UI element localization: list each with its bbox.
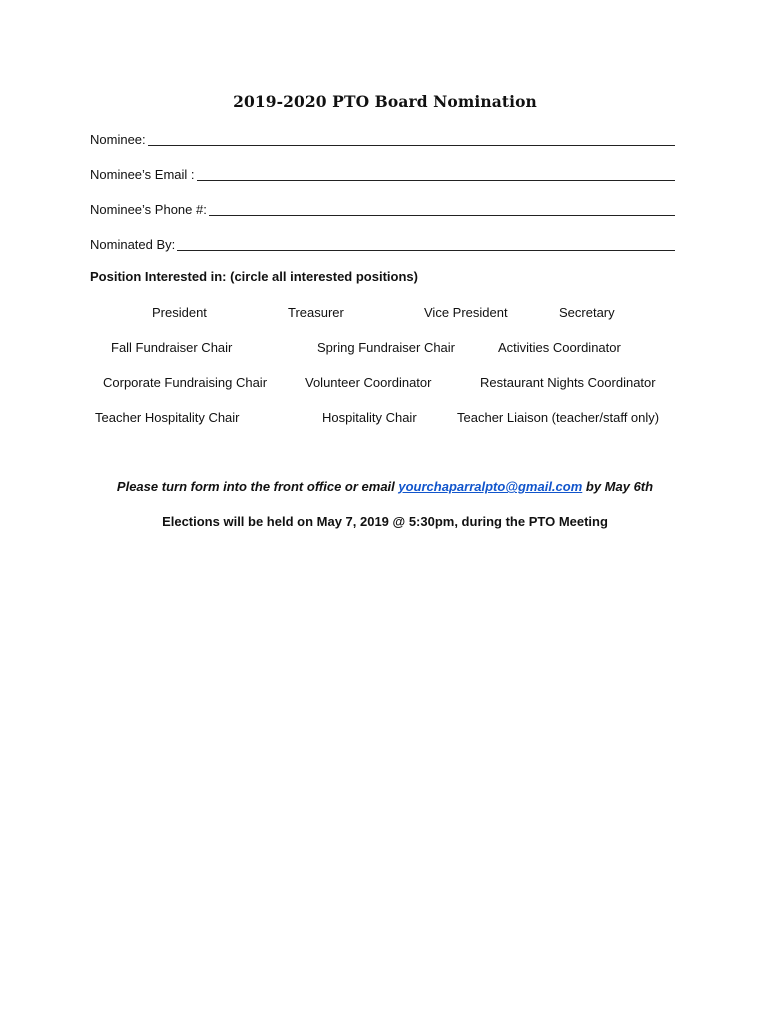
position-president[interactable]: President: [152, 305, 207, 320]
email-line[interactable]: [197, 167, 675, 181]
position-treasurer[interactable]: Treasurer: [288, 305, 344, 320]
nominee-line[interactable]: [148, 132, 675, 146]
email-field[interactable]: [90, 165, 675, 183]
submission-instructions: [0, 479, 770, 494]
pto-email-link[interactable]: yourchaparralpto@gmail.com: [398, 479, 583, 494]
position-volunteer-coordinator[interactable]: Volunteer Coordinator: [305, 375, 432, 390]
position-teacher-liaison[interactable]: Teacher Liaison (teacher/staff only): [457, 410, 660, 425]
position-vice-president[interactable]: Vice President: [424, 305, 508, 320]
nominated-by-label: Nominated By:: [90, 237, 176, 252]
instructions-prefix: Please turn form into the front office or email: [116, 479, 399, 494]
phone-field[interactable]: [90, 200, 675, 218]
nominated-by-field[interactable]: [90, 235, 675, 253]
position-teacher-hospitality-chair[interactable]: Teacher Hospitality Chair: [95, 410, 240, 425]
position-fall-fundraiser-chair[interactable]: Fall Fundraiser Chair: [111, 340, 233, 355]
nominee-field[interactable]: [90, 130, 675, 148]
phone-label: Nominee’s Phone #:: [90, 202, 207, 217]
position-corporate-fundraising-chair[interactable]: Corporate Fundraising Chair: [103, 375, 268, 390]
instructions-suffix: by May 6th: [582, 479, 654, 494]
elections-note: Elections will be held on May 7, 2019 @ 5:30pm, during the PTO Meeting: [162, 514, 608, 529]
position-hospitality-chair[interactable]: Hospitality Chair: [322, 410, 417, 425]
position-secretary[interactable]: Secretary: [559, 305, 615, 320]
nominee-label: Nominee:: [90, 132, 146, 147]
nominated-by-line[interactable]: [177, 237, 675, 251]
form-title: 2019-2020 PTO Board Nomination: [233, 92, 537, 111]
phone-line[interactable]: [209, 202, 675, 216]
positions-heading: Position Interested in: (circle all interested positions): [90, 269, 418, 284]
position-restaurant-nights-coordinator[interactable]: Restaurant Nights Coordinator: [480, 375, 656, 390]
position-activities-coordinator[interactable]: Activities Coordinator: [498, 340, 621, 355]
position-spring-fundraiser-chair[interactable]: Spring Fundraiser Chair: [317, 340, 456, 355]
email-label: Nominee’s Email :: [90, 167, 195, 182]
